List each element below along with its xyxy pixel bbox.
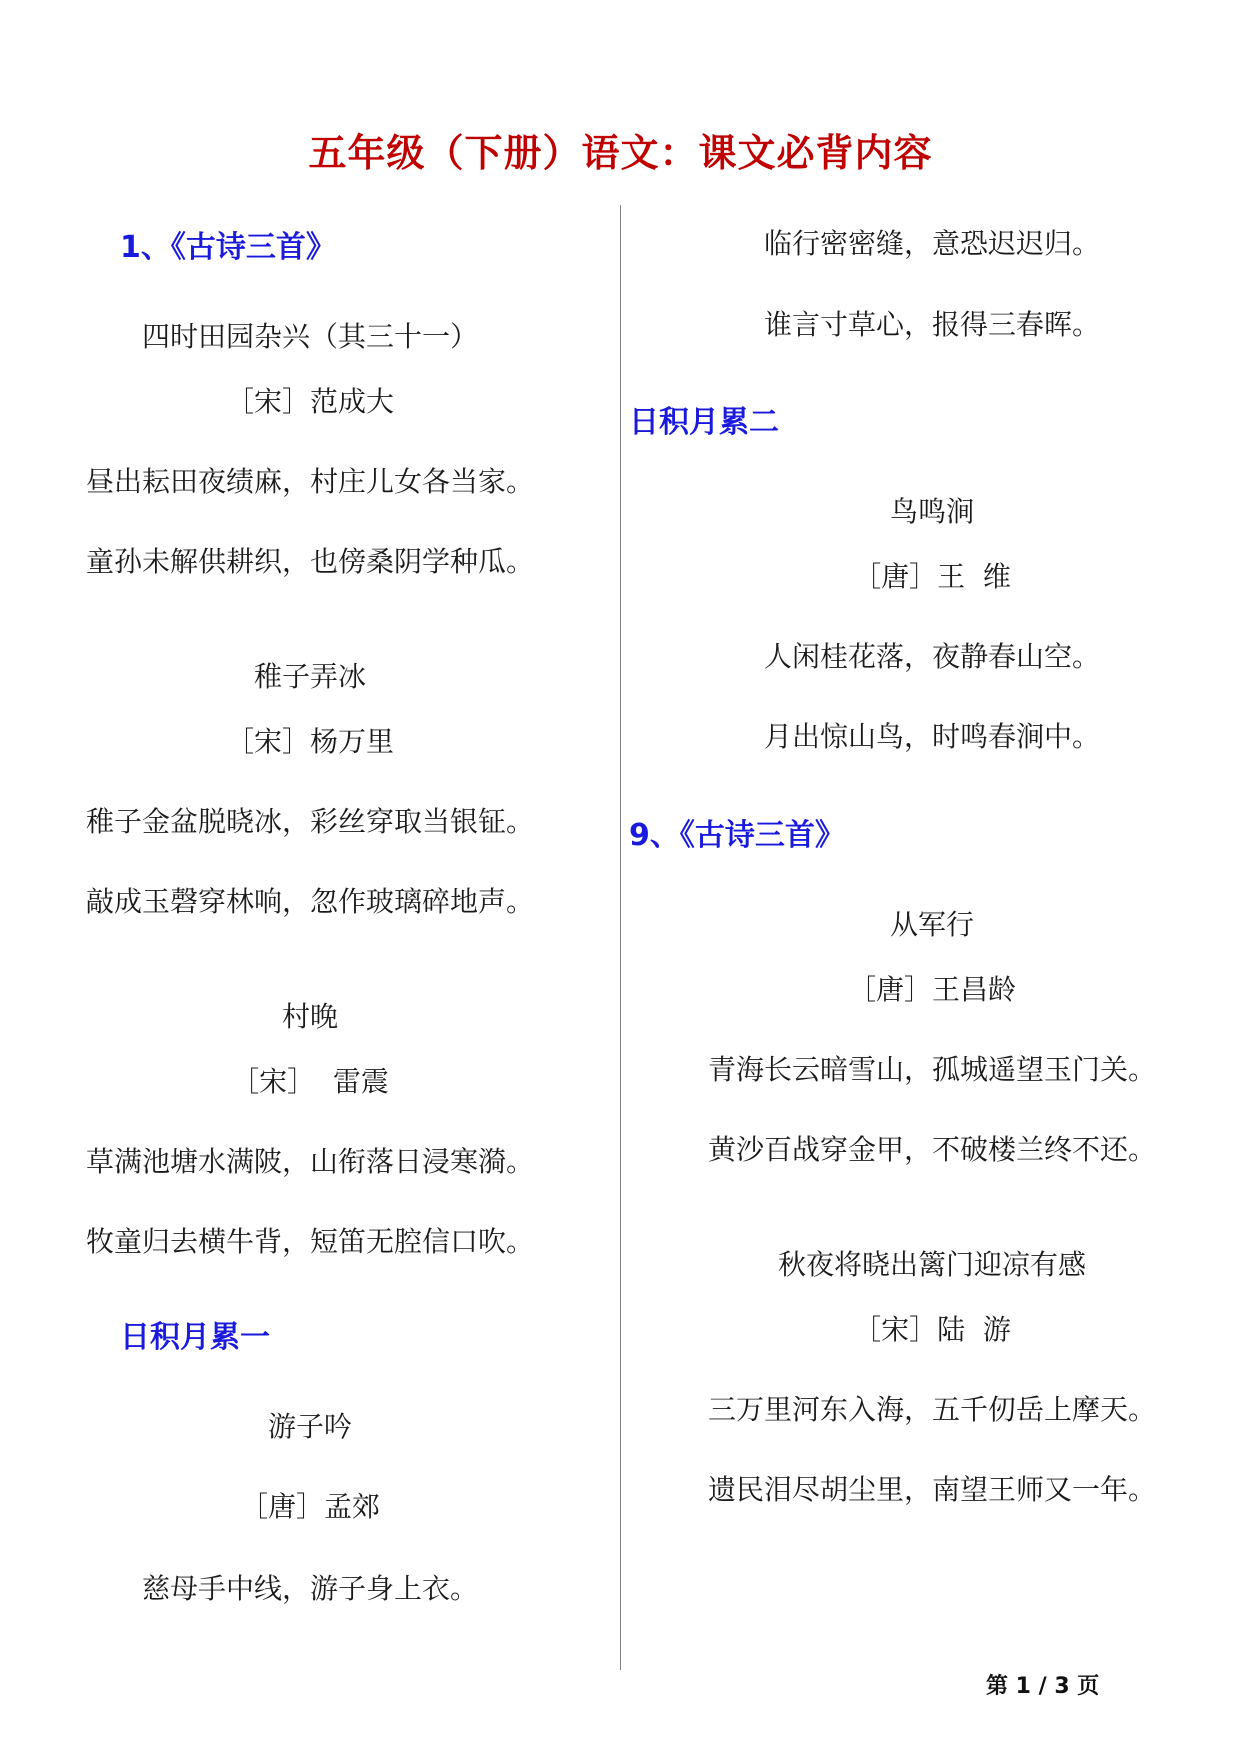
section-heading-4: 9、《古诗三首》: [629, 818, 845, 853]
poem-line: 牧童归去横牛背，短笛无腔信口吹。: [85, 1225, 534, 1258]
poem-line: 月出惊山鸟，时鸣春涧中。: [763, 720, 1100, 753]
poem-line: 人闲桂花落，夜静春山空。: [763, 640, 1100, 673]
poem-line: 昼出耘田夜绩麻，村庄儿女各当家。: [85, 465, 534, 498]
poem-author: ［宋］杨万里: [225, 725, 394, 758]
poem-title: 四时田园杂兴（其三十一）: [141, 320, 478, 353]
poem-line: 青海长云暗雪山，孤城遥望玉门关。: [707, 1053, 1156, 1086]
poem-title: 秋夜将晓出篱门迎凉有感: [777, 1248, 1086, 1281]
poem-line: 黄沙百战穿金甲，不破楼兰终不还。: [707, 1133, 1156, 1166]
poem-line: 临行密密缝，意恐迟迟归。: [763, 227, 1100, 260]
section-heading-2: 日积月累一: [120, 1320, 270, 1355]
poem-author: ［宋］陆 游: [853, 1313, 1011, 1346]
poem-title: 鸟鸣涧: [889, 495, 974, 528]
poem-line: 遗民泪尽胡尘里，南望王师又一年。: [707, 1473, 1156, 1506]
poem-author: ［宋］范成大: [225, 385, 394, 418]
poem-line: 稚子金盆脱晓冰，彩丝穿取当银钲。: [85, 805, 534, 838]
poem-line: 慈母手中线，游子身上衣。: [141, 1572, 478, 1605]
poem-title: 游子吟: [267, 1410, 352, 1443]
poem-title: 从军行: [889, 908, 974, 941]
poem-author: ［唐］王 维: [853, 560, 1011, 593]
page-number: 第 1 / 3 页: [986, 1674, 1100, 1699]
poem-line: 草满池塘水满陂，山衔落日浸寒漪。: [85, 1145, 534, 1178]
poem-line: 三万里河东入海，五千仞岳上摩天。: [707, 1393, 1156, 1426]
poem-title: 村晚: [281, 1000, 338, 1033]
poem-author: ［宋］ 雷震: [231, 1065, 389, 1098]
poem-author: ［唐］孟郊: [239, 1490, 380, 1523]
section-heading-3: 日积月累二: [629, 405, 779, 440]
page-title: 五年级（下册）语文：课文必背内容: [308, 131, 933, 175]
poem-line: 敲成玉磬穿林响，忽作玻璃碎地声。: [85, 885, 534, 918]
poem-line: 童孙未解供耕织，也傍桑阴学种瓜。: [85, 545, 534, 578]
poem-author: ［唐］王昌龄: [847, 973, 1016, 1006]
column-divider: [620, 205, 621, 1670]
poem-line: 谁言寸草心，报得三春晖。: [763, 308, 1100, 341]
section-heading-1: 1、《古诗三首》: [120, 230, 336, 265]
poem-title: 稚子弄冰: [253, 660, 366, 693]
